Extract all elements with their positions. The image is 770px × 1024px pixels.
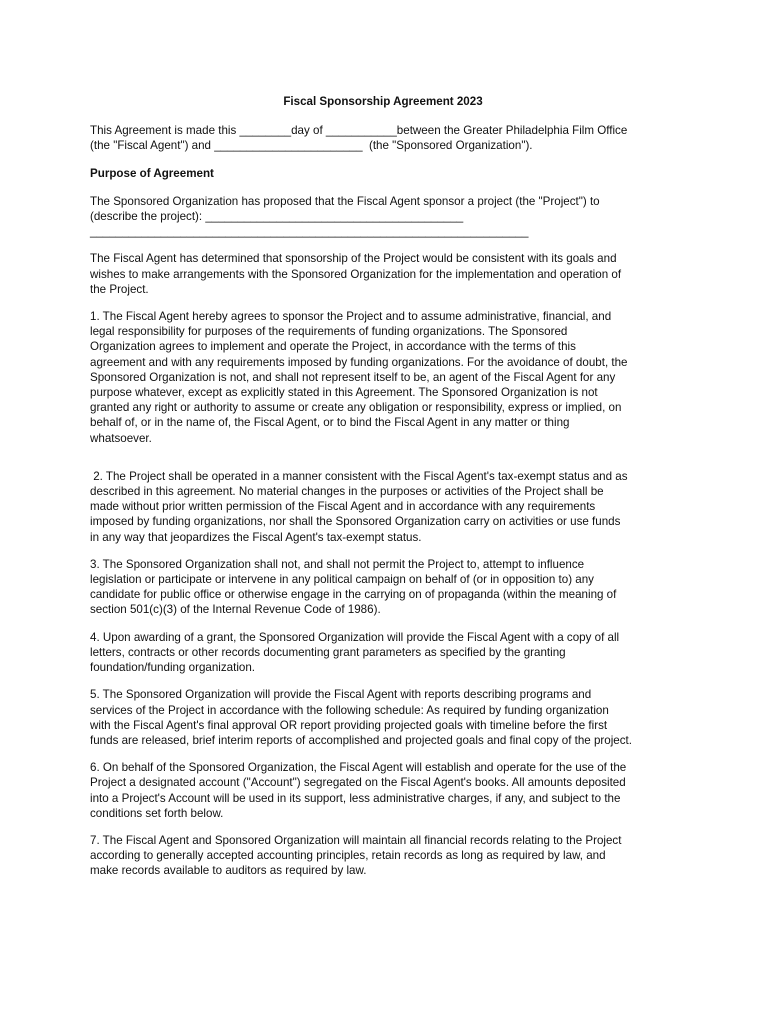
clause-line: funds are released, brief interim reports of accomplished and projected goals and final copy of the project. <box>90 733 632 747</box>
intro-line: (the "Fiscal Agent") and _______________________ (the "Sponsored Organization"). <box>90 139 533 153</box>
clause-line: 3. The Sponsored Organization shall not, and shall not permit the Project to, attempt to influence <box>90 557 585 571</box>
clause-line: legislation or participate or intervene in any political campaign on behalf of (or in opposition to) any <box>90 573 594 587</box>
clause-line: behalf of, or in the name of, the Fiscal Agent, or to bind the Fiscal Agent in any matter or thing <box>90 416 570 430</box>
determination-line: wishes to make arrangements with the Sponsored Organization for the implementation and operation of <box>90 267 622 281</box>
clause-line: 7. The Fiscal Agent and Sponsored Organization will maintain all financial records relating to the Project <box>90 833 622 847</box>
clause-line: in any way that jeopardizes the Fiscal Agent's tax-exempt status. <box>90 530 422 544</box>
clause-line: Project a designated account ("Account") segregated on the Fiscal Agent's books. All amounts deposited <box>90 776 626 790</box>
document-title: Fiscal Sponsorship Agreement 2023 <box>283 95 483 108</box>
clause-line: make records available to auditors as required by law. <box>90 864 367 878</box>
clause-line: legal responsibility for purposes of the requirements of funding organizations. The Sponsored <box>90 325 568 339</box>
clause-line: 4. Upon awarding of a grant, the Sponsored Organization will provide the Fiscal Agent with a copy of all <box>90 630 620 644</box>
clause-5 <box>90 687 690 748</box>
clause-4 <box>90 630 690 676</box>
clause-line: letters, contracts or other records documenting grant parameters as specified by the granting <box>90 645 566 659</box>
clause-line: conditions set forth below. <box>90 806 224 820</box>
clause-line: 1. The Fiscal Agent hereby agrees to sponsor the Project and to assume administrative, financial, and <box>90 310 612 324</box>
clause-line: foundation/funding organization. <box>90 661 256 675</box>
clause-line: Organization agrees to implement and operate the Project, in accordance with the terms of this <box>90 340 576 354</box>
clause-line: described in this agreement. No material changes in the purposes or activities of the Project shall be <box>90 485 604 499</box>
determination-line: the Project. <box>90 282 149 296</box>
clause-line: imposed by funding organizations, nor shall the Sponsored Organization carry on activities or use funds <box>90 515 621 529</box>
clause-line: 5. The Sponsored Organization will provide the Fiscal Agent with reports describing programs and <box>90 688 592 702</box>
intro-paragraph <box>90 123 690 153</box>
document-body <box>90 94 690 891</box>
clause-7 <box>90 833 690 879</box>
clause-line: section 501(c)(3) of the Internal Revenue Code of 1986). <box>90 603 381 617</box>
purpose-paragraph <box>90 194 690 240</box>
clause-1 <box>90 309 690 446</box>
purpose-line: The Sponsored Organization has proposed that the Fiscal Agent sponsor a project (the "Project") to <box>90 194 600 208</box>
clause-line: services of the Project in accordance with the following schedule: As required by funding organization <box>90 703 609 717</box>
clause-2 <box>90 469 690 545</box>
clause-line: whatsoever. <box>90 431 152 445</box>
clause-line: agreement and with any requirements imposed by funding organizations. For the avoidance of doubt, the <box>90 355 628 369</box>
clause-line: purpose whatever, except as explicitly stated in this Agreement. The Sponsored Organization is not <box>90 386 598 400</box>
clause-line: with the Fiscal Agent's final approval OR report providing projected goals with timeline before the first <box>90 718 608 732</box>
clause-line: according to generally accepted accounting principles, retain records as long as required by law, and <box>90 849 606 863</box>
clause-line: into a Project's Account will be used in its support, less administrative charges, if any, and subject to the <box>90 791 621 805</box>
clause-3 <box>90 557 690 618</box>
purpose-heading: Purpose of Agreement <box>90 166 214 180</box>
clause-line: 6. On behalf of the Sponsored Organization, the Fiscal Agent will establish and operate for the use of the <box>90 761 627 775</box>
clause-6 <box>90 760 690 821</box>
clause-line: candidate for public office or otherwise engage in the carrying on of propaganda (within the meaning of <box>90 588 617 602</box>
clause-line: 2. The Project shall be operated in a manner consistent with the Fiscal Agent's tax-exempt status and as <box>90 469 628 483</box>
clause-line: granted any right or authority to assume or create any obligation or responsibility, express or implied, on <box>90 401 622 415</box>
determination-line: The Fiscal Agent has determined that sponsorship of the Project would be consistent with its goals and <box>90 252 617 266</box>
purpose-line: (describe the project): ________________________________________ <box>90 210 464 224</box>
determination-paragraph <box>90 251 690 297</box>
clause-line: Sponsored Organization is not, and shall not represent itself to be, an agent of the Fiscal Agent for any <box>90 370 616 384</box>
intro-line: This Agreement is made this ________day of ___________between the Greater Philadelphia Film Office <box>90 124 628 138</box>
purpose-line: ____________________________________________________________________ <box>90 225 529 239</box>
clause-line: made without prior written permission of the Fiscal Agent and in accordance with any requirements <box>90 500 596 514</box>
